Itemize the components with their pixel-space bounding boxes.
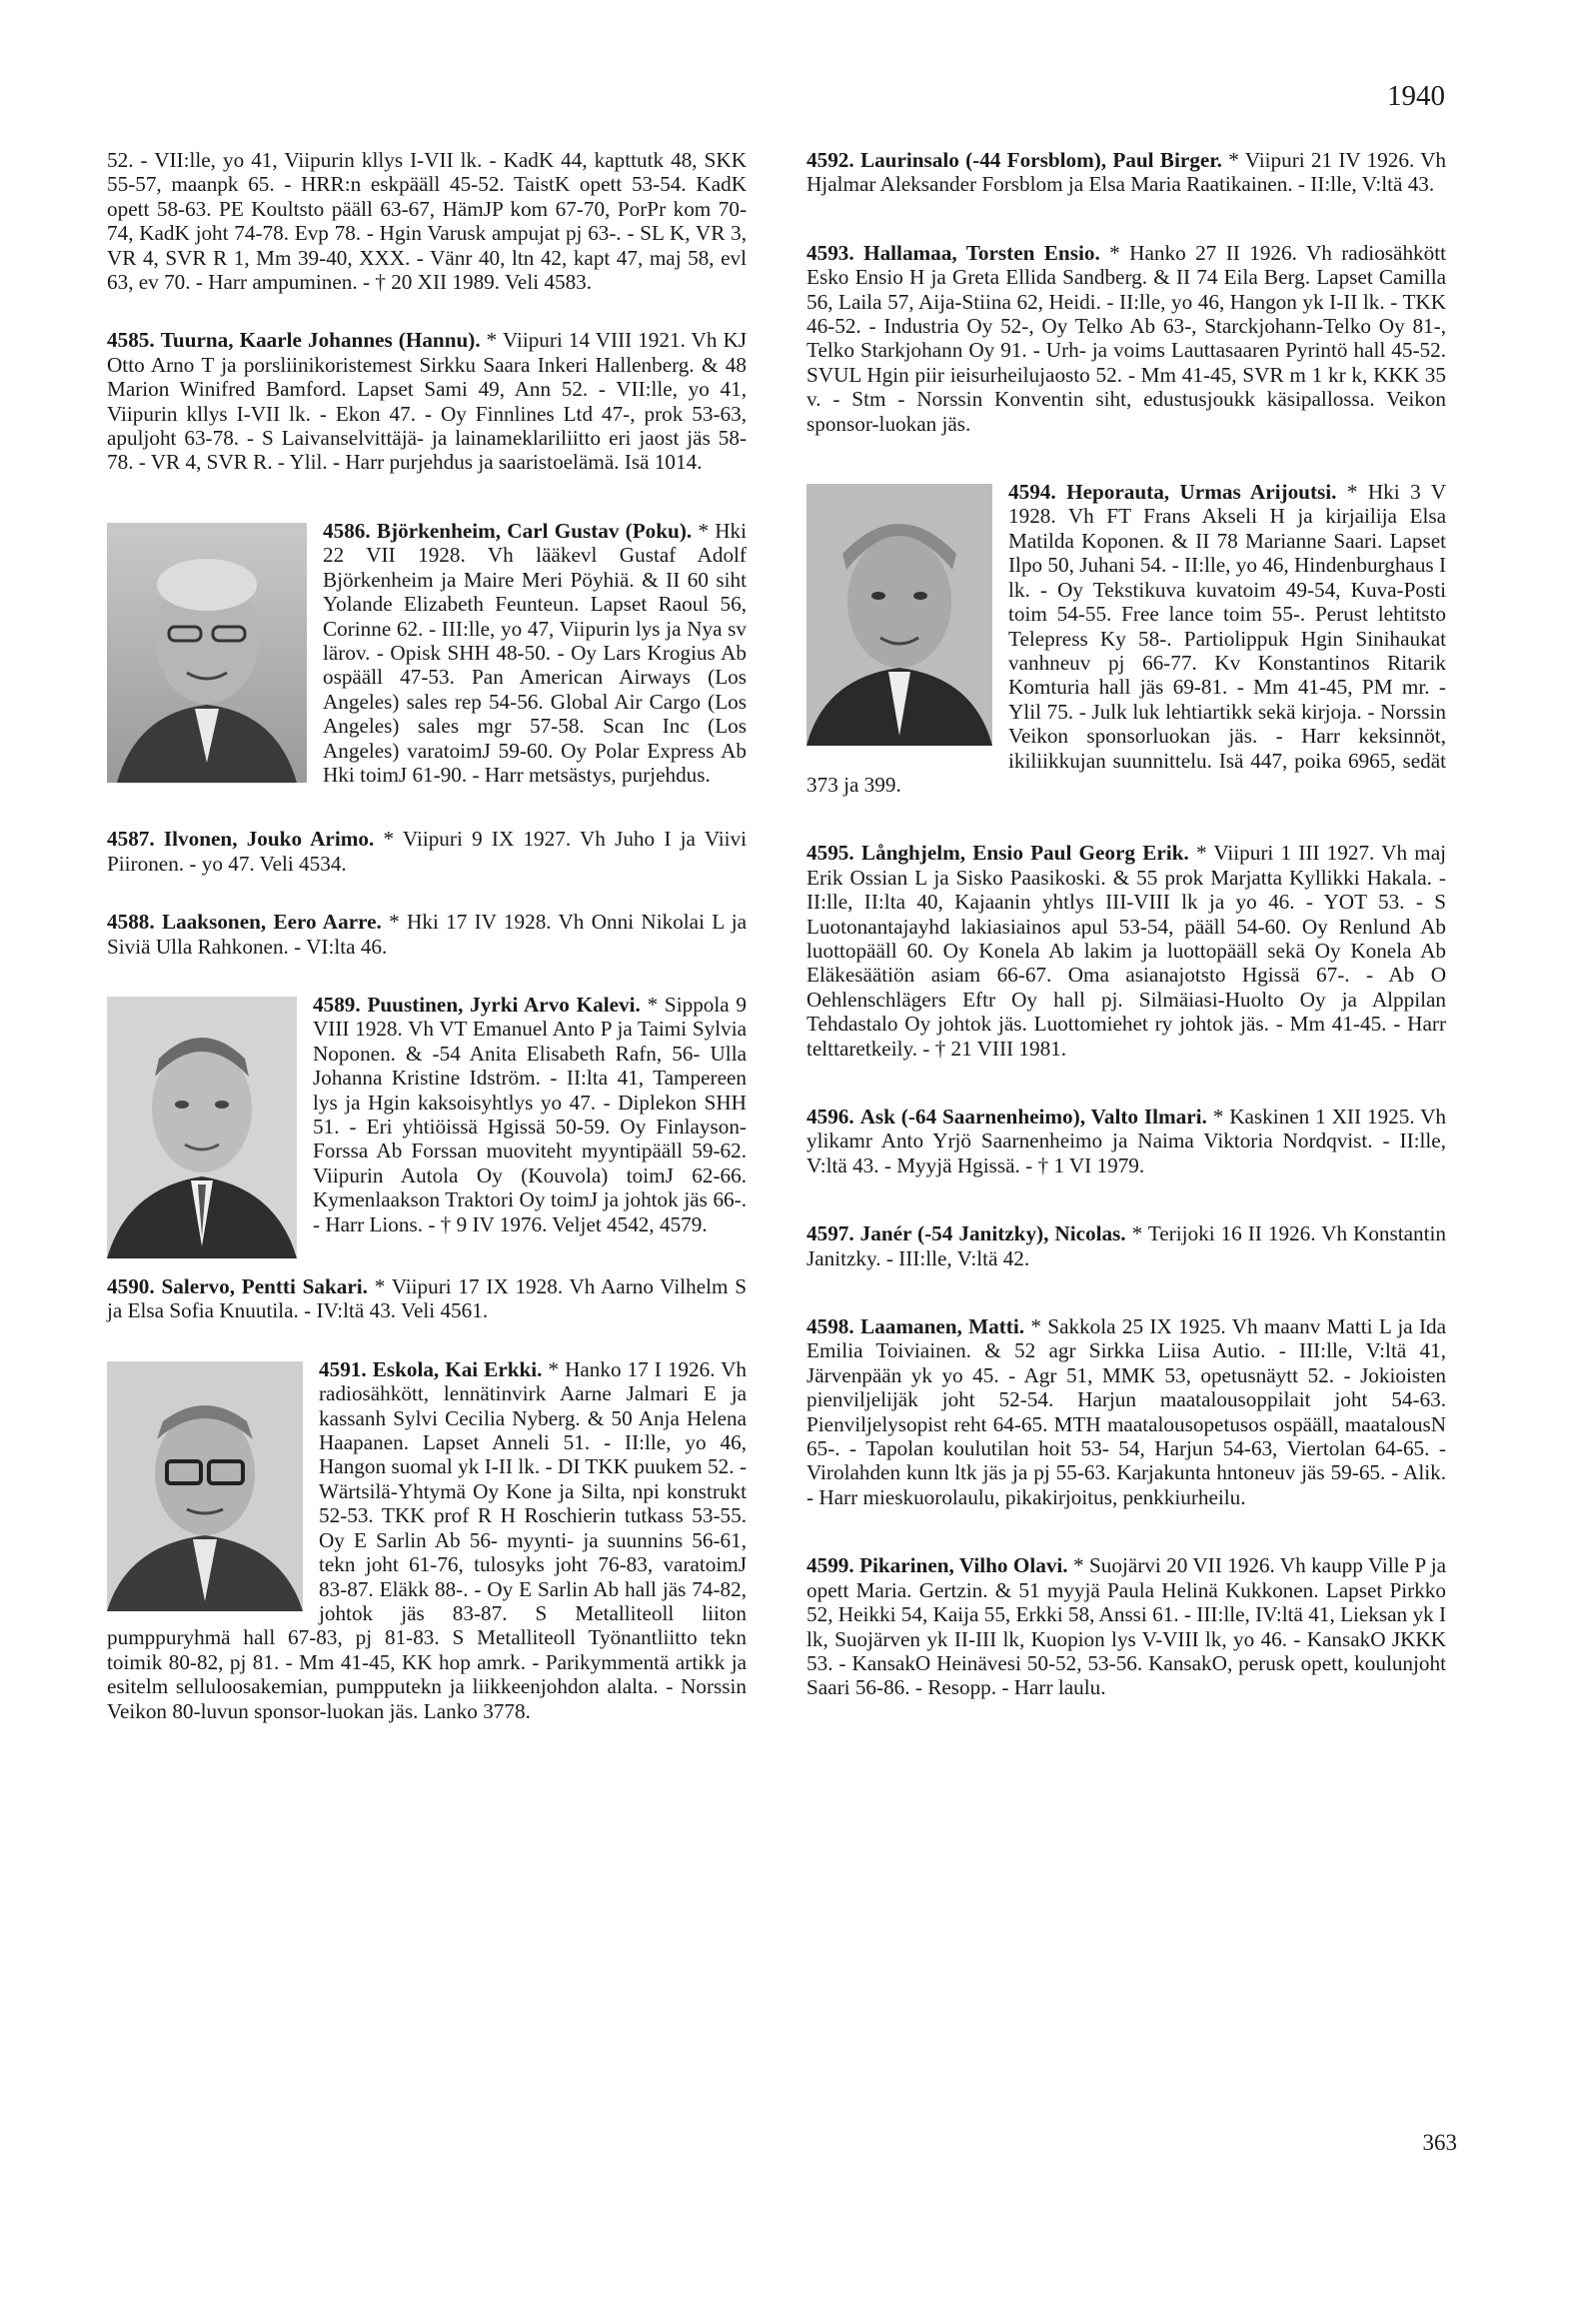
entry-text: * Viipuri 17 IX 1928. Vh Aarno Vilhelm S ja Elsa Sofia Knuutila. - IV:ltä 43. Veli 4561. <box>107 1274 748 1323</box>
entry-text: * Hki 22 VII 1928. Vh lääkevl Gustaf Adolf Björkenheim ja Maire Meri Pöyhiä. & II 60 siht Yolande Elizabeth Feunteun. Lapset Raoul 56, Corinne 62. - III:lle, yo 47, Viipurin lys ja Nya sv lärov. - Opisk SHH 48-50. - Oy Lars Krogius Ab ospääll 47-53. Pan American Airways (Los Angeles) sales rep 54-56. Global Air Cargo (Los Angeles) sales mgr 57-58. Scan Inc (Los Angeles) varatoimJ 59-60. Oy Polar Express Ab Hki toimJ 61-90. - Harr metsästys, purjehdus. <box>323 518 748 787</box>
entry-name: Ask (-64 Saarnenheimo), Valto Ilmari. <box>859 1105 1207 1129</box>
entry-number: 4591. <box>319 1356 367 1381</box>
entry-name: Långhjelm, Ensio Paul Georg Erik. <box>860 841 1189 866</box>
entry-text: * Viipuri 1 III 1927. Vh maj Erik Ossian L ja Sisko Paasikoski. & 55 prok Marjatta Kyllikki Hakala. - II:lle, II:lta 40, Kajaanin yhtlys III-VIII lk ja yo 46. - YOT 53. - S Luotonantajayhd lakiasiainos apul 53-54, pääll 54-60. Oy Renlund Ab luottopääll 60. Oy Konela Ab lakim ja luottopääll sekä Oy Konela Ab Eläkesäätiön asiam 66-67. Oma asianajotsto Hgissä 67-. - Ab O Oehlenschlägers Eftr Oy hall pj. Silmäiasi-Huolto Oy ja Alppilan Tehdastalo Oy johtok jäs. Luottomiehet ry johtok jäs. - Mm 41-45. - Harr telttaretkeily. - † 21 VIII 1981. <box>806 841 1447 1061</box>
entry-name: Eskola, Kai Erkki. <box>372 1356 543 1381</box>
entry-number: 4592. <box>806 148 854 172</box>
entry-text: * Viipuri 21 IV 1926. Vh Hjalmar Aleksander Forsblom ja Elsa Maria Raatikainen. - II:lle, V:ltä 43. <box>806 148 1447 197</box>
entry-4587 <box>107 827 747 876</box>
entry-number: 4597. <box>806 1221 854 1246</box>
entry-number: 4593. <box>806 240 854 265</box>
entry-text: * Hki 17 IV 1928. Vh Onni Nikolai L ja Siviä Ulla Rahkonen. - VI:lta 46. <box>107 910 748 959</box>
page-header: 1940 <box>1387 80 1445 112</box>
entry-number: 4586. <box>323 518 371 543</box>
entry-4595 <box>806 841 1446 1061</box>
entry-4585 <box>107 328 747 474</box>
entry-4590 <box>107 1274 747 1323</box>
entry-4588 <box>107 910 747 959</box>
entry-text: * Terijoki 16 II 1926. Vh Konstantin Janitzky. - III:lle, V:ltä 42. <box>806 1221 1447 1270</box>
entry-name: Heporauta, Urmas Arijoutsi. <box>1066 480 1337 505</box>
entry-text: 52. - VII:lle, yo 41, Viipurin kllys I-VII lk. - KadK 44, kapttutk 48, SKK 55-57, maanpk 65. - HRR:n eskpääll 45-52. TaistK opett 53-54. KadK opett 58-63. PE Koultsto pääll 63-67, HämJP kom 67-70, PorPr kom 70-74, KadK joht 74-78. Evp 78. - Hgin Varusk ampujat pj 63-. - SL K, VR 3, VR 4, SVR R 1, Mm 39-40, XXX. - Vänr 40, ltn 42, kapt 47, maj 58, evl 63, ev 70. - Harr ampuminen. - † 20 XII 1989. Veli 4583. <box>107 148 747 295</box>
entry-4596 <box>806 1105 1446 1177</box>
portrait-photo <box>107 997 297 1258</box>
entry-4584-continuation <box>107 148 747 294</box>
entry-text: * Hanko 17 I 1926. Vh radiosähkött, lennätinvirk Aarne Jalmari E ja kassanh Sylvi Cecilia Nyberg. & 50 Anja Helena Haapanen. Lapset Anneli 51. - II:lle, yo 46, Hangon suomal yk I-II lk. - DI TKK puukem 52. - Wärtsilä-Yhtymä Oy Kone ja Silta, npi konstrukt 52-53. TKK prof R H Roschierin tutkass 53-55. Oy E Sarlin Ab 56- myynti- ja suunnins 56-61, tekn joht 61-76, tulosyks joht 76-83, varatoimJ 83-87. Eläkk 88-. - Oy E Sarlin Ab hall jäs 74-82, johtok jäs 83-87. S Metalliteoll liiton pumppuryhmä hall 67-83, pj 81-83. S Metalliteoll Työnantliitto tekn toimik 80-82, pj 81. - Mm 41-45, KK hop amrk. - Parikymmentä artikk ja esitelm selluloosakemian, pumpputekn ja liikkeenjohdon alalta. - Norssin Veikon 80-luvun sponsor-luokan jäs. Lanko 3778. <box>107 1356 748 1723</box>
entry-text: * Hanko 27 II 1926. Vh radiosähkött Esko Ensio H ja Greta Ellida Sandberg. & II 74 Eila Berg. Lapset Camilla 56, Laila 57, Aija-Stiina 62, Heidi. - II:lle, yo 46, Hangon yk I-II lk. - TKK 46-52. - Industria Oy 52-, Oy Telko Ab 63-, Starckjohann-Telko Oy 81-, Telko Starkjohann Oy 91. - Urh- ja voims Lauttasaaren Pyrintö hall 45-52. SVUL Hgin piir ieisurheilujaosto 52. - Mm 41-45, SVR m 1 kr k, KKK 35 v. - Stm - Norssin Konventin siht, edustusjoukk käsipallossa. Veikon sponsor-luokan jäs. <box>806 240 1446 436</box>
entry-name: Puustinen, Jyrki Arvo Kalevi. <box>367 992 641 1017</box>
entry-4591 <box>107 1357 747 1723</box>
entry-text: * Kaskinen 1 XII 1925. Vh ylikamr Anto Yrjö Saarnenheimo ja Naima Viktoria Nordqvist. - II:lle, V:ltä 43. - Myyjä Hgissä. - † 1 VI 1979. <box>806 1105 1446 1177</box>
entry-name: Laamanen, Matti. <box>860 1314 1025 1339</box>
entry-name: Ilvonen, Jouko Arimo. <box>163 827 375 852</box>
entry-number: 4587. <box>107 827 155 852</box>
entry-name: Tuurna, Kaarle Johannes (Hannu). <box>160 328 481 353</box>
entry-4598 <box>806 1314 1446 1509</box>
entry-name: Laurinsalo (-44 Forsblom), Paul Birger. <box>859 148 1222 172</box>
entry-text: * Suojärvi 20 VII 1926. Vh kaupp Ville P ja opett Maria. Gertzin. & 51 myyjä Paula Helinä Kukkonen. Lapset Pirkko 52, Heikki 54, Kaija 55, Erkki 58, Anssi 61. - III:lle, IV:ltä 41, Lieksan yk I lk, Suojärven yk II-III lk, Kuopion lys V-VIII lk, yo 46. - KansakO JKKK 53. - KansakO Heinävesi 50-52, 53-56. KansakO, perusk opett, koulunjoht Saari 56-86. - Resopp. - Harr laulu. <box>806 1553 1446 1700</box>
entry-text: * Sippola 9 VIII 1928. Vh VT Emanuel Anto P ja Taimi Sylvia Noponen. & -54 Anita Elisabeth Rafn, 56- Ulla Johanna Kristine Idström. - II:lta 41, Tampereen lys ja Hgin kaksoisyhtlys yo 47. - Diplekon SHH 51. - Eri yhtiöissä Hgissä 50-59. Oy Finlayson-Forssa Ab Forssan muoviteht myyntipääll 59-62. Viipurin Autola Oy (Kouvola) toimJ 62-66. Kymenlaakson Traktori Oy toimJ ja johtok jäs 66-. - Harr Lions. - † 9 IV 1976. Veljet 4542, 4579. <box>313 992 748 1236</box>
portrait-photo <box>107 523 307 783</box>
entry-number: 4598. <box>806 1314 854 1339</box>
entry-name: Laaksonen, Eero Aarre. <box>161 910 382 935</box>
portrait-photo <box>806 484 992 746</box>
entry-4594 <box>806 480 1446 797</box>
page-number: 363 <box>1422 2130 1457 2155</box>
entry-name: Hallamaa, Torsten Ensio. <box>863 240 1100 265</box>
entry-number: 4585. <box>107 328 155 353</box>
entry-name: Pikarinen, Vilho Olavi. <box>859 1553 1068 1578</box>
entry-number: 4599. <box>806 1553 854 1578</box>
entry-number: 4590. <box>107 1274 155 1299</box>
entry-text: * Hki 3 V 1928. Vh FT Frans Akseli H ja kirjailija Elsa Matilda Koponen. & II 78 Marianne Saari. Lapset Ilpo 50, Juhani 54. - II:lle, yo 46, Hindenburghaus I lk. - Oy Tekstikuva kuvatoim 49-54, Kuva-Posti toim 54-55. Free lance toim 55-. Perust lehtitsto Telepress Ky 58-. Partiolippuk Hgin Sinihaukat vanhneuv pj 66-77. Kv Konstantinos Ritarik Komturia hall jäs 69-81. - Mm 41-45, PM mr. - Ylil 75. - Julk luk lehtiartikk sekä kirjoja. - Norssin Veikon sponsorluokan jäs. - Harr keksinnöt, ikiliikkujan suunnittelu. Isä 447, poika 6965, sedät 373 ja 399. <box>806 480 1447 797</box>
entry-text: * Viipuri 14 VIII 1921. Vh KJ Otto Arno T ja porsliinikoristemest Sirkku Saara Inkeri Hallenberg. & 48 Marion Winifred Bamford. Lapset Sami 49, Ann 52. - VII:lle, yo 41, Viipurin kllys I-VII lk. - Ekon 47. - Oy Finnlines Ltd 47-, prok 53-63, apuljoht 63-78. - S Laivanselvittäjä- ja lainameklariliitto eri jaost jäs 58-78. - VR 4, SVR R. - Ylil. - Harr purjehdus ja saaristoelämä. Isä 1014. <box>107 328 748 475</box>
entry-4597 <box>806 1221 1446 1270</box>
entry-number: 4595. <box>806 841 854 866</box>
entry-4599 <box>806 1553 1446 1699</box>
right-column <box>806 148 1446 1734</box>
entry-4589 <box>107 993 747 1236</box>
entry-number: 4594. <box>1008 480 1056 505</box>
entry-name: Salervo, Pentti Sakari. <box>161 1274 368 1299</box>
entry-text: * Viipuri 9 IX 1927. Vh Juho I ja Viivi Piironen. - yo 47. Veli 4534. <box>107 827 748 876</box>
entry-number: 4589. <box>313 992 361 1017</box>
entry-name: Janér (-54 Janitzky), Nicolas. <box>859 1221 1126 1246</box>
entry-4586 <box>107 519 747 787</box>
entry-number: 4588. <box>107 910 155 935</box>
entry-4593 <box>806 241 1446 436</box>
entry-4592 <box>806 148 1446 197</box>
entry-name: Björkenheim, Carl Gustav (Poku). <box>376 518 693 543</box>
left-column <box>107 148 747 1757</box>
entry-number: 4596. <box>806 1105 854 1129</box>
portrait-photo <box>107 1361 303 1611</box>
entry-text: * Sakkola 25 IX 1925. Vh maanv Matti L ja Ida Emilia Toiviainen. & 52 agr Sirkka Liisa Autio. - III:lle, V:ltä 41, Järvenpään yk yo 45. - Agr 51, MMK 53, opetusnäytt 52. - Jokioisten pienviljelijäk joht 52-54. Harjun maatalousoppilait joht 54-63. Pienviljelysopist reht 64-65. MTH maatalousopetusos ospääll, maatalousN 65-. - Tapolan koulutilan hoit 53- 54, Harjun 54-63, Viertolan 64-65. - Virolahden kunn ltk jäs ja pj 55-63. Karjakunta hntoneuv jäs 59-65. - Alik. - Harr mieskuorolaulu, pikakirjoitus, penkkiurheilu. <box>806 1314 1447 1509</box>
